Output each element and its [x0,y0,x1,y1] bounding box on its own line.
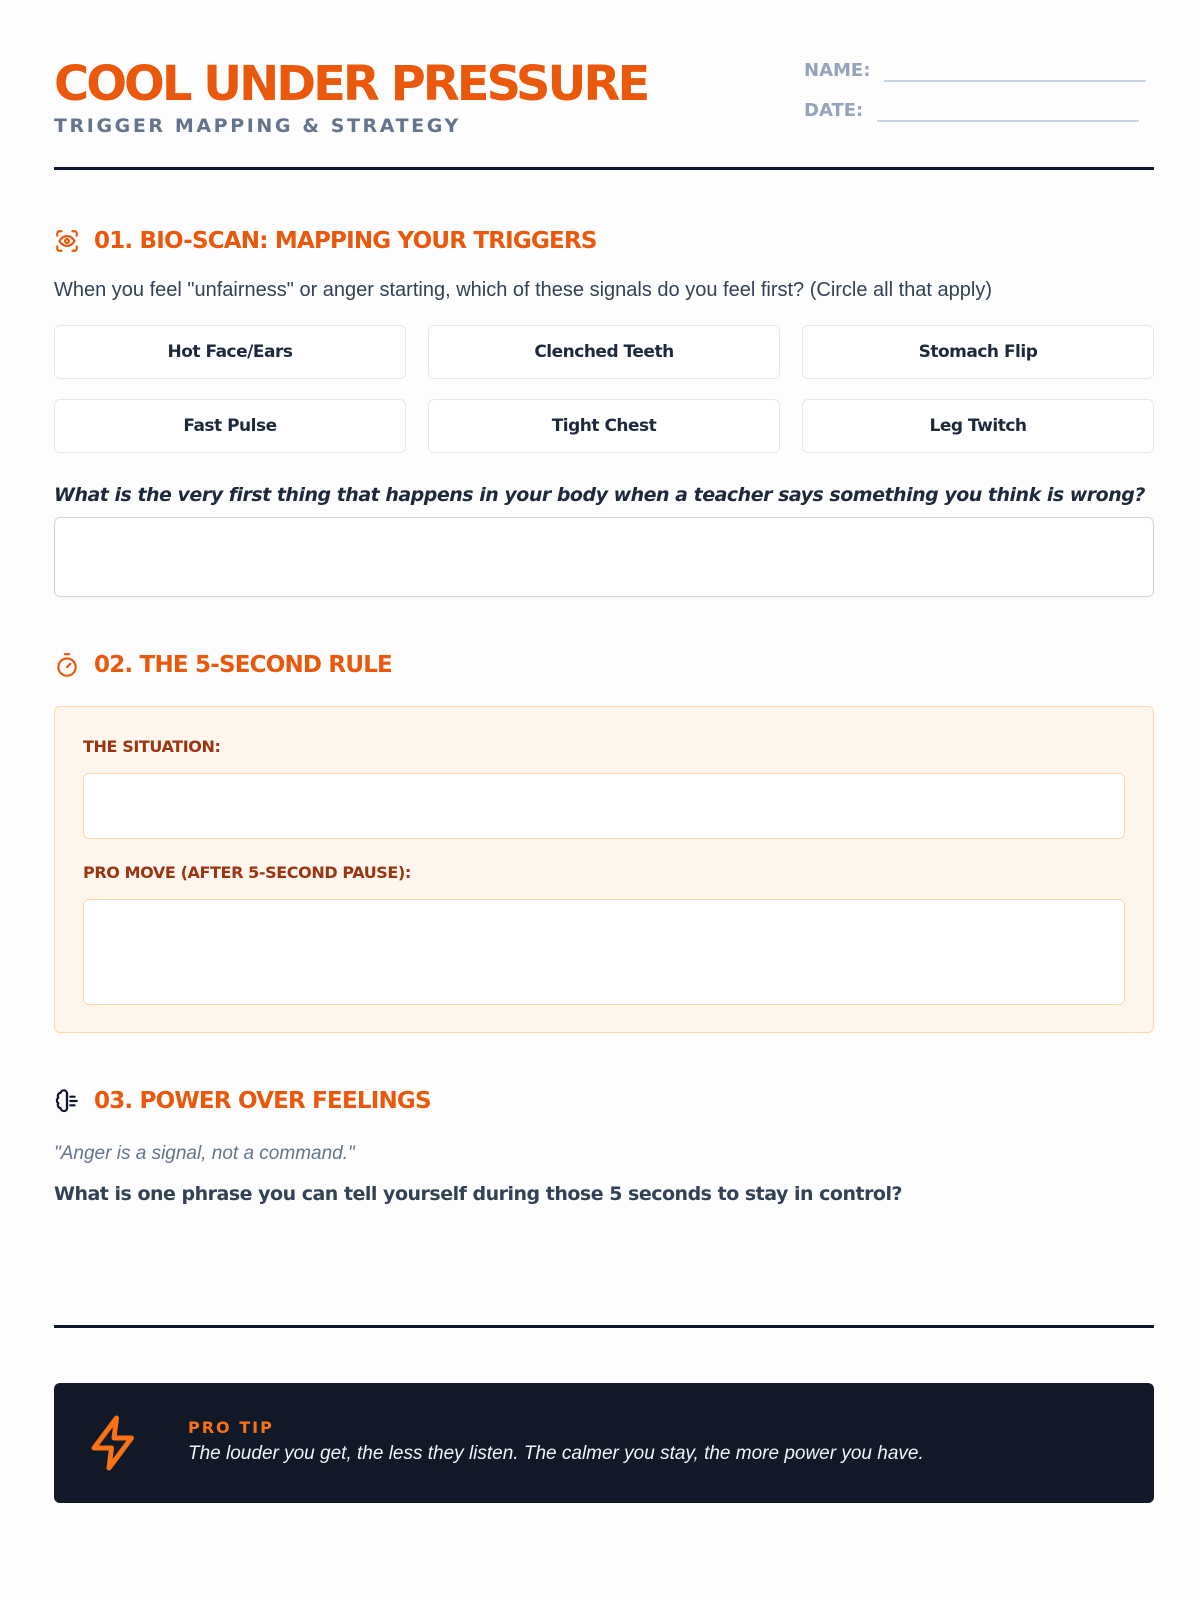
date-field[interactable] [877,100,1139,122]
pro-move-field[interactable] [83,899,1125,1005]
section-2-title: 02. THE 5-SECOND RULE [94,652,392,678]
section-3-title: 03. POWER OVER FEELINGS [94,1088,431,1114]
section-3-heading [54,1088,431,1114]
situation-field[interactable] [83,773,1125,839]
name-field[interactable] [884,60,1146,82]
worksheet-header [54,0,1154,170]
anger-quote: "Anger is a signal, not a command." [54,1143,355,1164]
signal-option-fast-pulse[interactable]: Fast Pulse [54,399,406,453]
pro-tip-text: The louder you get, the less they listen. The calmer you stay, the more power you have. [188,1443,924,1464]
five-second-rule-panel [54,706,1154,1033]
date-row [804,100,1139,122]
signal-options [54,325,1154,453]
section-1-intro: When you feel "unfairness" or anger starting, which of these signals do you feel first? (Circle all that apply) [54,279,992,301]
situation-label: THE SITUATION: [83,737,221,756]
name-row [804,60,1146,82]
section-2-heading [54,652,392,678]
control-phrase-question: What is one phrase you can tell yourself during those 5 seconds to stay in control? [54,1183,903,1205]
brain-icon [54,1088,80,1114]
date-label: DATE: [804,100,864,121]
section-1-title: 01. BIO-SCAN: MAPPING YOUR TRIGGERS [94,228,597,254]
lightning-bolt-icon [84,1413,144,1473]
pro-tip-banner [54,1383,1154,1503]
stopwatch-icon [54,652,80,678]
page-title: COOL UNDER PRESSURE [54,56,648,112]
worksheet-page [54,0,1154,1464]
pro-move-label: PRO MOVE (AFTER 5-SECOND PAUSE): [83,863,411,882]
name-label: NAME: [804,60,871,81]
signal-option-hot-face[interactable]: Hot Face/Ears [54,325,406,379]
page-subtitle: TRIGGER MAPPING & STRATEGY [54,115,461,137]
answer-line[interactable] [54,1325,1154,1328]
first-reaction-answer[interactable] [54,517,1154,597]
first-reaction-question: What is the very first thing that happens in your body when a teacher says something you think is wrong? [54,484,1145,506]
eye-scan-icon [54,228,80,254]
section-1-heading [54,228,597,254]
signal-option-stomach-flip[interactable]: Stomach Flip [802,325,1154,379]
signal-option-tight-chest[interactable]: Tight Chest [428,399,780,453]
signal-option-leg-twitch[interactable]: Leg Twitch [802,399,1154,453]
signal-option-clenched-teeth[interactable]: Clenched Teeth [428,325,780,379]
pro-tip-label: PRO TIP [188,1418,274,1437]
